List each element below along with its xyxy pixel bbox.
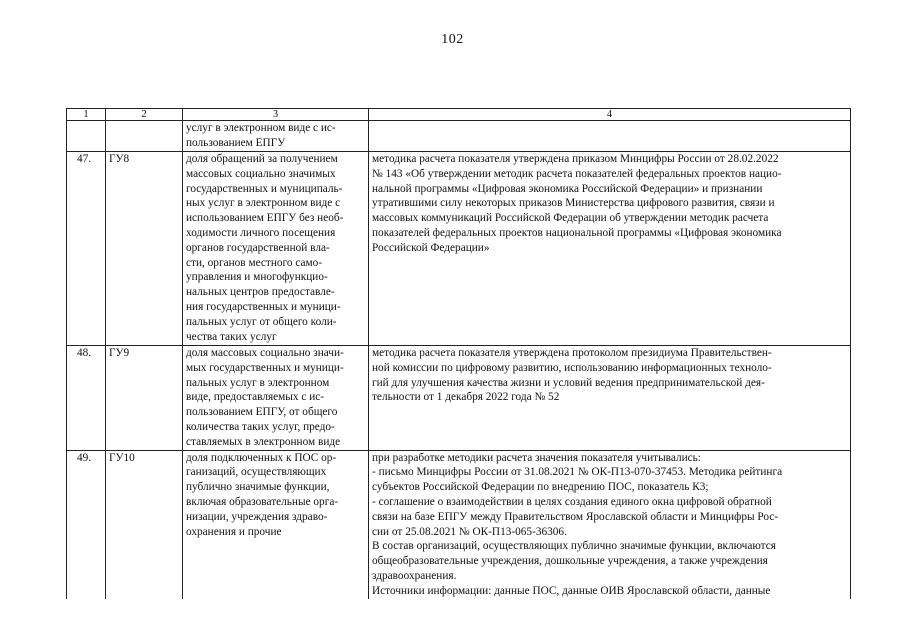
- table-row: [67, 152, 851, 346]
- indicator-code-cell: ГУ9: [106, 346, 183, 451]
- table-row: [67, 450, 851, 599]
- indicator-code-cell: [106, 121, 183, 152]
- methodology-table: [66, 108, 851, 599]
- row-number-cell: 47.: [67, 152, 106, 346]
- methodology-cell: методика расчета показателя утверждена протоколом президиума Правительствен- ной комиссии по цифровому развитию, использованию информационных техноло- гий для улучшения качества жизни и условий ведения предпринимательской дея- тельности от 1 декабря 2022 года № 52: [369, 346, 851, 451]
- header-cell-2: 2: [106, 109, 183, 121]
- indicator-name-cell: доля подключенных к ПОС ор- ганизаций, осуществляющих публично значимые функции, включая образовательные орга- низации, учреждения здраво- охранения и прочие: [183, 450, 369, 599]
- row-number-cell: 48.: [67, 346, 106, 451]
- page-number: 102: [441, 32, 464, 47]
- table-header-row: [67, 109, 851, 121]
- row-number-cell: 49.: [67, 450, 106, 599]
- header-cell-4: 4: [369, 109, 851, 121]
- table-row: [67, 121, 851, 152]
- methodology-cell: при разработке методики расчета значения показателя учитывались: - письмо Минцифры России от 31.08.2021 № ОК-П13-070-37453. Методика рейтинга субъектов Российской Федерации по внедрению ПОС, показатель К3; - соглашение о взаимодействии в целях создания единого окна цифровой обратной связи на базе ЕПГУ между Правительством Ярославской области и Минцифры Рос- сии от 25.08.2021 № ОК-П13-065-36306. В состав организаций, осуществляющих публично значимые функции, включаются общеобразовательные учреждения, дошкольные учреждения, а также учреждения здравоохранения. Источники информации: данные ПОС, данные ОИВ Ярославской области, данные: [369, 450, 851, 599]
- indicator-name-cell: доля обращений за получением массовых социально значимых государственных и муниципаль- ных услуг в электронном виде с использованием ЕПГУ без необ- ходимости личного посещения органов государственной вла- сти, органов местного само- управления и многофункцио- нальных центров предоставле- ния государственных и муници- пальных услуг от общего коли- чества таких услуг: [183, 152, 369, 346]
- indicator-name-cell: услуг в электронном виде с ис- пользованием ЕПГУ: [183, 121, 369, 152]
- indicator-code-cell: ГУ8: [106, 152, 183, 346]
- methodology-cell: [369, 121, 851, 152]
- indicator-name-cell: доля массовых социально значи- мых государственных и муници- пальных услуг в электронном виде, предоставляемых с ис- пользованием ЕПГУ, от общего количества таких услуг, предо- ставляемых в электронном виде: [183, 346, 369, 451]
- header-cell-3: 3: [183, 109, 369, 121]
- header-cell-1: 1: [67, 109, 106, 121]
- row-number-cell: [67, 121, 106, 152]
- methodology-cell: методика расчета показателя утверждена приказом Минцифры России от 28.02.2022 № 143 «Об утверждении методик расчета показателей федеральных проектов нацио- нальной программы «Цифровая экономика Российской Федерации» и признании утратившими силу некоторых приказов Министерства цифрового развития, связи и массовых коммуникаций Российской Федерации об утверждении методик расчета показателей федеральных проектов национальной программы «Цифровая экономика Российской Федерации»: [369, 152, 851, 346]
- table-row: [67, 346, 851, 451]
- indicator-code-cell: ГУ10: [106, 450, 183, 599]
